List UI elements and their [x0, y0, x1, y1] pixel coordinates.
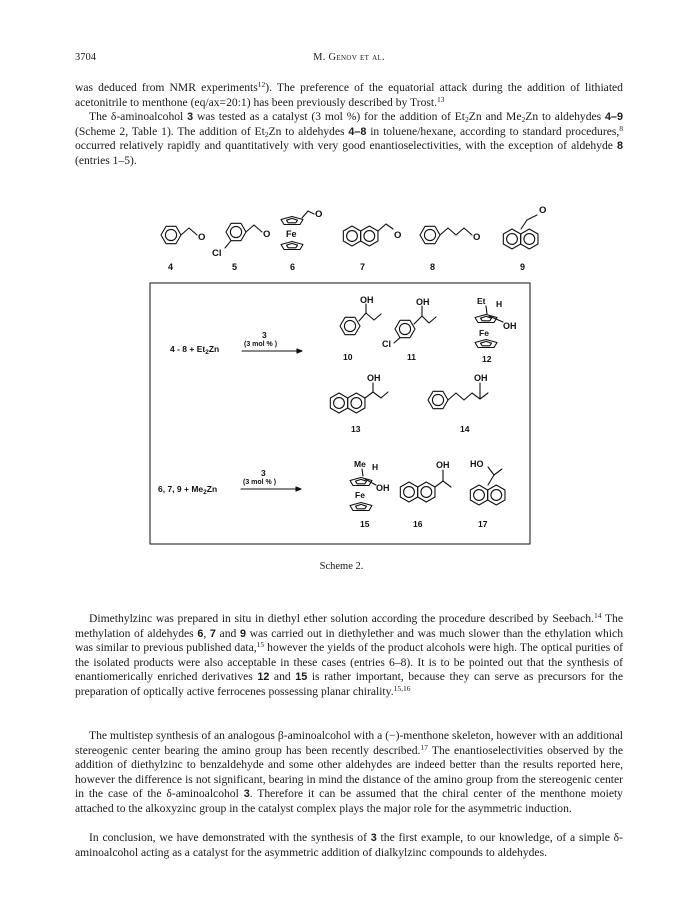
ethyl-label: Et: [477, 296, 486, 306]
aldehyde-4-structure: [161, 226, 205, 243]
aldehyde-5-structure: [212, 223, 270, 259]
product-10-structure: [340, 295, 381, 335]
iron-atom-label: Fe: [355, 490, 365, 500]
oxygen-atom-label: O: [198, 232, 206, 243]
page-number: 3704: [75, 52, 96, 63]
hydroxyl-label: OH: [436, 460, 450, 470]
reaction-2-catalyst: 3: [261, 468, 266, 478]
product-label: 17: [478, 519, 488, 529]
aldehyde-7-structure: [343, 224, 401, 246]
product-label: 11: [407, 352, 416, 362]
product-label: 12: [482, 354, 492, 364]
compound-label: 6: [290, 262, 296, 272]
oxygen-atom-label: O: [473, 232, 481, 243]
hydrogen-label: H: [496, 299, 503, 309]
oxygen-atom-label: O: [263, 229, 271, 240]
product-16-structure: [400, 460, 451, 502]
paragraph-4: The multistep synthesis of an analogous β-aminoalcohol with a (−)-menthone skeleton, however with an additional stereogenic center bearing the amino group has been recently described.$^{17}$ The enantioselectivities observed by the addition of diethylzinc to benzaldehyde and some other aldehydes are indeed better than the results reported here, however the difference is not significant, bearing in mind the distance of the amino group from the stereogenic center in the case of the δ-aminoalcohol 3. Therefore it can be assumed that the chiral center of the menthone moiety attached to the alkoxyzinc group in the catalyst complex plays the major role for the asymmetric induction.: [75, 729, 623, 815]
aldehyde-8-structure: [420, 226, 480, 243]
scheme-frame: [150, 283, 530, 544]
oxygen-atom-label: O: [315, 209, 323, 220]
oxygen-atom-label: O: [394, 230, 402, 241]
reaction-arrowhead: [297, 349, 302, 353]
reaction-2-conditions: (3 mol % ): [243, 479, 277, 486]
product-12-structure: [475, 296, 517, 348]
aldehyde-6-structure: [281, 209, 322, 250]
hydroxyl-label: OH: [474, 373, 488, 383]
hydroxyl-label: OH: [376, 483, 390, 493]
product-label: 15: [360, 519, 370, 529]
paragraph-5: In conclusion, we have demonstrated with the synthesis of 3 the first example, to our knowledge, of a simple δ-aminoalcohol acting as a catalyst for the asymmetric addition of dialkylzinc compounds to aldehydes.: [75, 831, 623, 859]
running-head: M. Genov et al.: [313, 52, 385, 63]
paragraph-2: The δ-aminoalcohol 3 was tested as a catalyst (3 mol %) for the addition of $Et_2Zn$ and $Me_2Zn$ to aldehydes 4–9 (Scheme 2, Table 1). The addition of $Et_2Zn$ to aldehydes 4–8 in toluene/hexane, according to standard procedures,$^8$ occurred relatively rapidly and quantitatively with very good enantioselectivities, with the exception of aldehyde 8 (entries 1–5).: [75, 110, 624, 167]
compound-label: 9: [520, 262, 526, 272]
methyl-label: Me: [354, 459, 366, 469]
product-13-structure: [330, 373, 388, 413]
aldehyde-9-structure: [503, 205, 546, 249]
reaction-1-reactants: $4 - 8 + Et_2Zn$: [170, 344, 220, 356]
compound-label: 4: [168, 262, 174, 272]
compound-label: 5: [232, 262, 238, 272]
paragraph-1: was deduced from NMR experiments$^{12}$). The preference of the equatorial attack during the addition of lithiated acetonitrile to menthone (eq/ax=20:1) has been previously described by Trost.$^{13}$: [75, 80, 623, 109]
reaction-arrowhead: [296, 487, 301, 491]
oxygen-atom-label: O: [539, 205, 547, 216]
hydroxyl-label: OH: [367, 373, 381, 383]
hydroxyl-label: OH: [503, 321, 517, 331]
paragraph-3: Dimethylzinc was prepared in situ in diethyl ether solution according the procedure described by Seebach.$^{14}$ The methylation of aldehydes 6, 7 and 9 was carried out in diethylether and was much slower than the ethylation which was similar to previous published data,$^{15}$ however the yields of the product alcohols were high. The optical purities of the isolated products were also acceptable in these cases (entries 6–8). It is to be pointed out that the synthesis of enantiomerically enriched derivatives 12 and 15 is rather important, because they can serve as precursors for the preparation of optically active ferrocenes possessing planar chirality.$^{15,16}$: [75, 611, 624, 698]
compound-label: 7: [360, 262, 366, 272]
reaction-2-reactants: 6, 7, $9 + Me_2Zn$: [158, 484, 218, 496]
product-label: 13: [351, 424, 361, 434]
hydroxyl-label: OH: [360, 295, 374, 305]
product-11-structure: [382, 297, 436, 349]
product-15-structure: [350, 459, 390, 511]
hydroxyl-label: OH: [416, 297, 430, 307]
hydrogen-label: H: [372, 462, 379, 472]
product-17-structure: [470, 459, 505, 505]
iron-atom-label: Fe: [286, 229, 297, 239]
chlorine-atom-label: Cl: [382, 339, 391, 349]
product-label: 10: [343, 352, 353, 362]
product-14-structure: [428, 373, 488, 409]
product-label: 16: [413, 519, 423, 529]
hydroxyl-label: HO: [470, 459, 484, 469]
reaction-1-conditions: (3 mol % ): [244, 341, 278, 348]
compound-label: 8: [430, 262, 436, 272]
iron-atom-label: Fe: [479, 328, 489, 338]
chlorine-atom-label: Cl: [212, 248, 222, 259]
product-label: 14: [460, 424, 470, 434]
reaction-1-catalyst: 3: [262, 330, 267, 340]
scheme-caption: Scheme 2.: [319, 561, 364, 572]
